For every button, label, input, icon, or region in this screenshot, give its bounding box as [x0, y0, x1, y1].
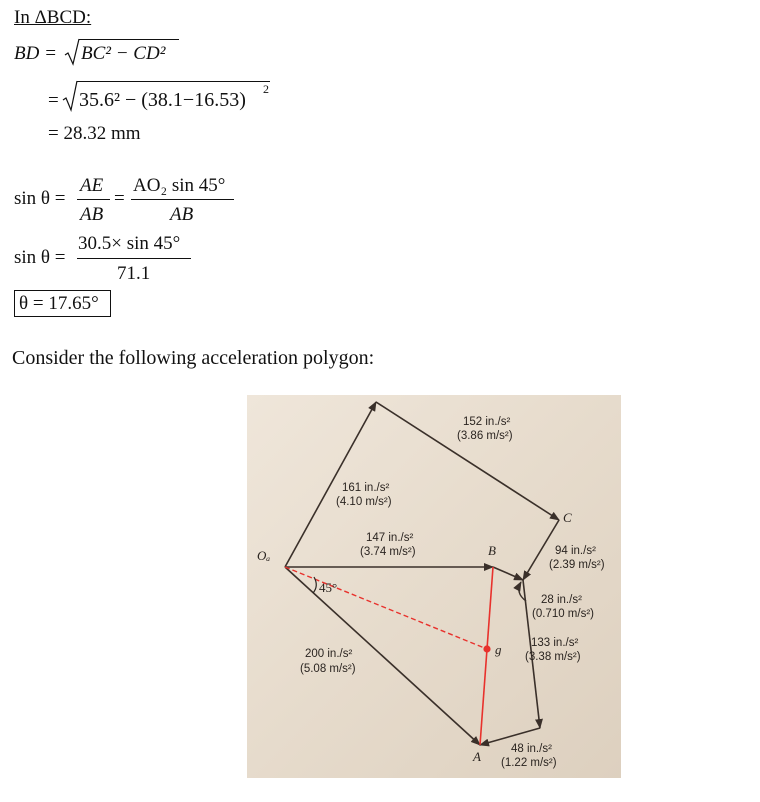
label-left-upper: 161 in./s²	[342, 482, 390, 494]
label-horizontal: 147 in./s²	[366, 532, 414, 544]
label-point-c: C	[563, 510, 572, 525]
theta-answer: θ = 17.65°	[19, 293, 99, 314]
bd-step2-exponent: 2	[263, 82, 269, 96]
label-right-mid: 28 in./s²	[541, 594, 582, 606]
red-line-b-to-a	[480, 567, 493, 745]
label-left-upper-si: (4.10 m/s²)	[336, 496, 392, 508]
label-right-mid-si: (0.710 m/s²)	[532, 608, 594, 620]
radical-sign-2	[62, 80, 78, 112]
intro-text: Consider the following acceleration polygon:	[12, 347, 375, 369]
label-bottom: 48 in./s²	[511, 743, 552, 755]
fraction1-numerator: AE	[80, 175, 104, 196]
acceleration-polygon-figure	[247, 395, 621, 778]
fraction3-numerator: 30.5× sin 45°	[78, 233, 181, 254]
label-bottom-si: (1.22 m/s²)	[501, 757, 557, 769]
bd-lhs: BD =	[14, 43, 57, 64]
bd-step2-eq: =	[48, 90, 59, 111]
fraction1-denominator: AB	[80, 204, 104, 225]
label-left-lower: 200 in./s²	[305, 648, 353, 660]
label-point-g: g	[495, 642, 502, 657]
fraction3-line	[77, 258, 191, 259]
label-right-lower: 133 in./s²	[531, 637, 579, 649]
bd-result: = 28.32 mm	[48, 123, 141, 144]
sin-theta-lhs-2: sin θ =	[14, 247, 66, 268]
sin-theta-lhs-1: sin θ =	[14, 188, 66, 209]
fraction3-denominator: 71.1	[117, 263, 151, 284]
label-angle: 45°	[319, 580, 338, 595]
label-point-a: A	[473, 749, 481, 764]
fraction2-denominator: AB	[170, 204, 194, 225]
radical-bar-1	[79, 39, 179, 40]
label-right-upper: 94 in./s²	[555, 545, 596, 557]
section-heading: In ΔBCD:	[14, 7, 92, 28]
bd-step2-radicand: 35.6² − (38.1−16.53)	[79, 89, 246, 111]
label-top: 152 in./s²	[463, 416, 511, 428]
angle-arc	[313, 577, 316, 593]
label-top-si: (3.86 m/s²)	[457, 430, 513, 442]
point-g-dot	[483, 645, 490, 652]
arrow-c-to-mid	[523, 520, 559, 580]
fraction2-line	[131, 199, 234, 200]
fraction-equals: =	[114, 188, 125, 209]
label-right-lower-si: (3.38 m/s²)	[525, 651, 581, 663]
radical-bar-2	[77, 81, 270, 82]
fraction1-line	[77, 199, 110, 200]
fraction2-numerator: AO₂ sin 45°	[133, 175, 226, 196]
label-horizontal-si: (3.74 m/s²)	[360, 546, 416, 558]
label-point-o: Oₐ	[257, 548, 271, 563]
radical-sign-1	[64, 38, 80, 66]
label-point-b: B	[488, 543, 496, 558]
label-left-lower-si: (5.08 m/s²)	[300, 663, 356, 675]
bd-radicand: BC² − CD²	[81, 43, 166, 64]
label-right-upper-si: (2.39 m/s²)	[549, 559, 605, 571]
arrow-b-to-mid	[493, 567, 523, 580]
